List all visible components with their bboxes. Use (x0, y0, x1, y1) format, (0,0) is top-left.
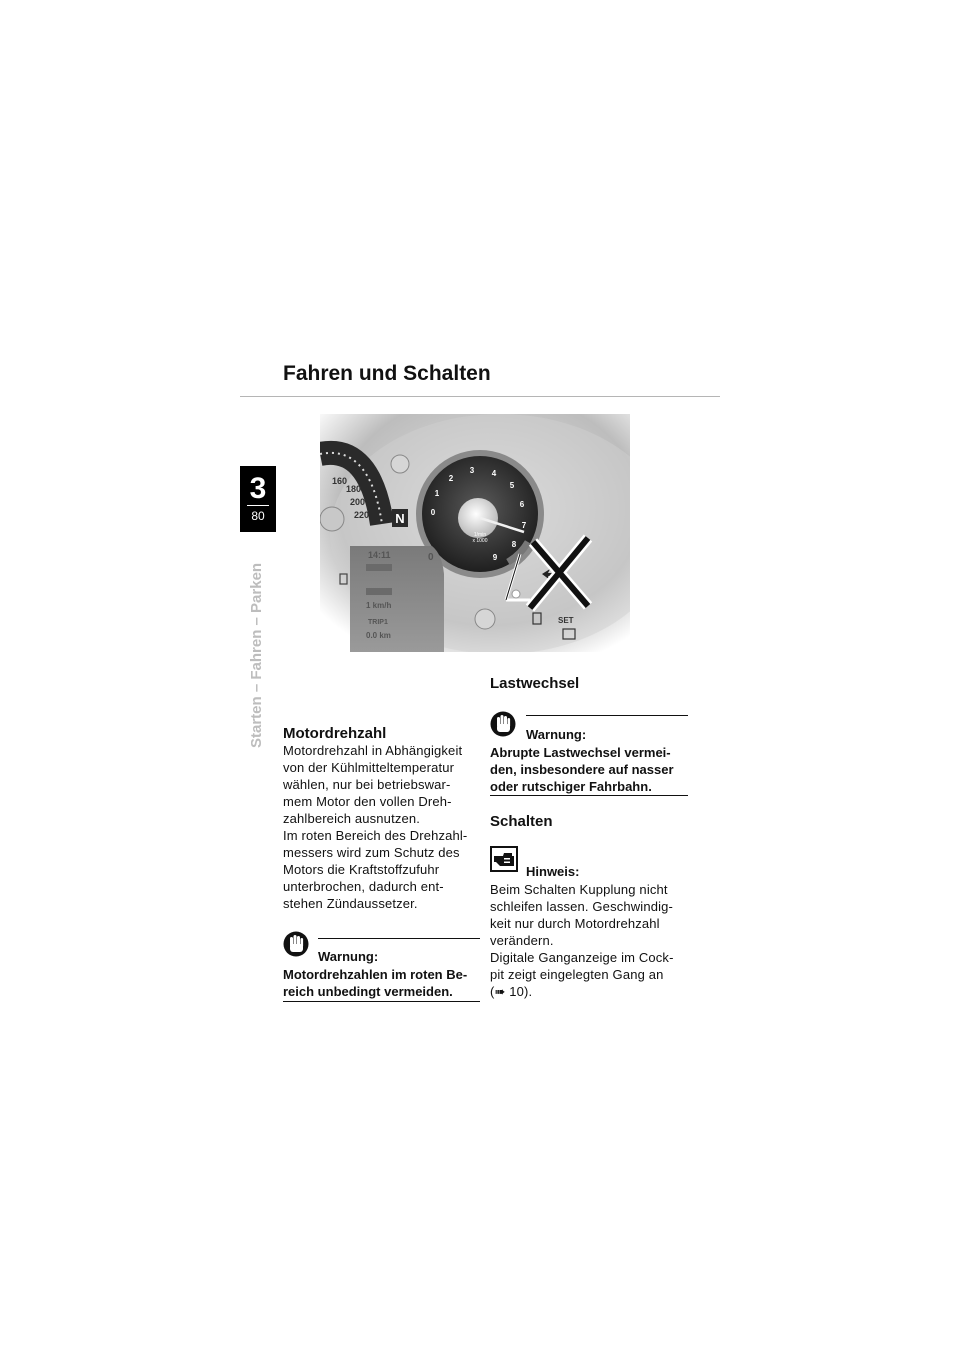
chapter-separator (247, 505, 269, 506)
warning-text (490, 744, 674, 795)
rpm-tick: 9 (492, 553, 498, 562)
rpm-unit: x 1000 (472, 538, 488, 544)
text-line: unterbrochen, dadurch ent- (283, 879, 444, 894)
rpm-tick: 1 (434, 489, 440, 498)
speed-tick: 180 (346, 484, 362, 494)
rpm-tick: 5 (509, 481, 515, 490)
warning-bottom-rule (283, 1001, 480, 1002)
heading-motordrehzahl: Motordrehzahl (283, 725, 387, 742)
text-line: pit zeigt eingelegten Gang an (490, 967, 664, 982)
rpm-tick: 6 (519, 500, 525, 509)
text-line: von der Kühlmitteltemperatur (283, 760, 455, 775)
warning-label: Warnung: (526, 727, 587, 742)
text-line: Motordrehzahl in Abhängigkeit (283, 743, 463, 758)
display-time: 14:11 (368, 550, 391, 560)
text-line: reich unbedingt vermeiden. (283, 984, 453, 999)
motordrehzahl-text (283, 742, 467, 912)
text-line: wählen, nur bei betriebswar- (283, 777, 451, 792)
note-label: Hinweis: (526, 864, 580, 879)
text-line: oder rutschiger Fahrbahn. (490, 779, 652, 794)
warning-bottom-rule (490, 795, 688, 796)
page-reference[interactable]: (➠ 10). (490, 984, 533, 999)
rpm-tick: 7 (521, 521, 527, 530)
text-line: Abrupte Lastwechsel vermei- (490, 745, 671, 760)
display-gear: 0 (428, 552, 434, 563)
rpm-tick: 2 (448, 474, 454, 483)
warning-hand-icon (490, 710, 516, 738)
speed-tick: 200 (350, 497, 366, 507)
text-line: Motors die Kraftstoffzufuhr (283, 862, 440, 877)
set-label: SET (558, 616, 574, 625)
text-line: Beim Schalten Kupplung nicht (490, 882, 668, 897)
chapter-side-label: Starten – Fahren – Parken (248, 562, 265, 748)
chapter-number: 3 (249, 472, 267, 505)
schalten-text (490, 881, 674, 1000)
instrument-cluster-photo (320, 414, 630, 652)
warning-top-rule (526, 715, 688, 716)
speed-tick: 220 (354, 510, 370, 520)
text-line: Motordrehzahlen im roten Be- (283, 967, 468, 982)
warning-text (283, 966, 467, 1000)
rpm-tick: 4 (491, 469, 497, 478)
neutral-indicator: N (395, 511, 405, 526)
text-line: keit nur durch Motordrehzahl (490, 916, 660, 931)
text-line: messers wird zum Schutz des (283, 845, 460, 860)
text-line: mem Motor den vollen Dreh- (283, 794, 452, 809)
display-line: 1 km/h (366, 601, 392, 610)
display-km: 0.0 km (366, 631, 391, 640)
text-line: schleifen lassen. Geschwindig- (490, 899, 673, 914)
page-number: 80 (251, 509, 265, 523)
rpm-tick: 8 (511, 540, 517, 549)
text-line: zahlbereich ausnutzen. (283, 811, 421, 826)
text-line: stehen Zündaussetzer. (283, 896, 418, 911)
heading-schalten: Schalten (490, 813, 553, 830)
warning-top-rule (318, 938, 480, 939)
warning-hand-icon (283, 930, 309, 958)
text-line: Im roten Bereich des Drehzahl- (283, 828, 468, 843)
display-trip: TRIP1 (368, 619, 388, 626)
note-pointing-hand-icon (490, 846, 518, 872)
heading-lastwechsel: Lastwechsel (490, 675, 580, 692)
page-title: Fahren und Schalten (283, 362, 491, 385)
warning-label: Warnung: (318, 949, 379, 964)
speed-tick: 160 (332, 476, 348, 486)
text-line: Digitale Ganganzeige im Cock- (490, 950, 674, 965)
rpm-unit: 1/min (473, 532, 487, 538)
rpm-tick: 3 (469, 466, 475, 475)
rpm-tick: 0 (430, 508, 436, 517)
text-line: den, insbesondere auf nasser (490, 762, 674, 777)
title-divider (240, 396, 720, 397)
text-line: verändern. (490, 933, 554, 948)
